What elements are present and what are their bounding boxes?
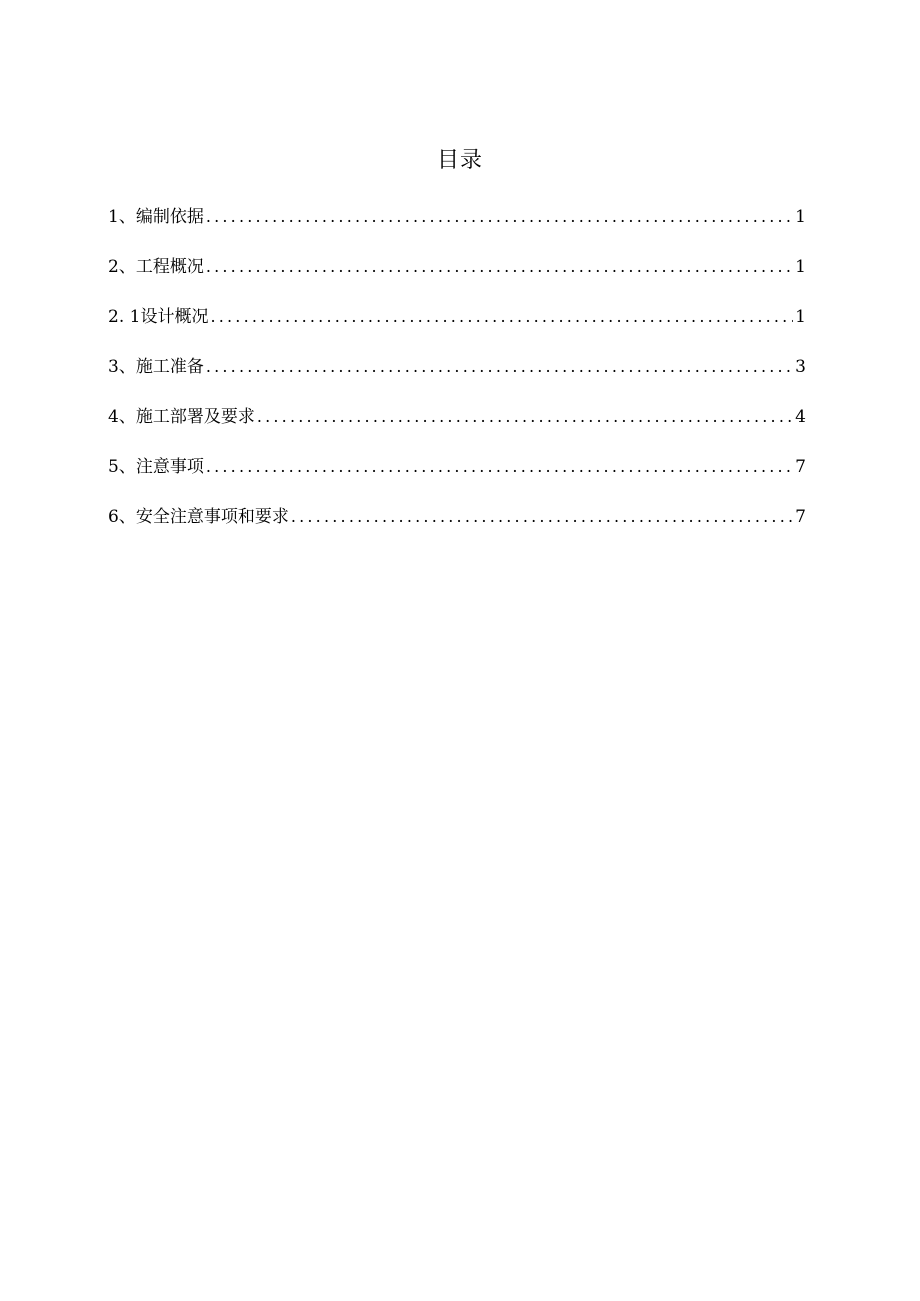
toc-entry-label: 1、编制依据 — [108, 207, 204, 227]
toc-entry-label: 6、安全注意事项和要求 — [108, 507, 289, 527]
toc-entry[interactable] — [108, 353, 806, 403]
toc-entry[interactable] — [108, 403, 806, 453]
toc-entry[interactable] — [108, 303, 806, 353]
toc-dot-leader — [206, 453, 793, 481]
toc-entry-label: 2. 1设计概况 — [108, 307, 209, 327]
toc-entry-page: 1 — [795, 257, 806, 277]
table-of-contents — [108, 203, 806, 553]
toc-entry-page: 3 — [795, 357, 806, 377]
toc-dot-leader — [206, 203, 793, 231]
toc-entry-label: 5、注意事项 — [108, 457, 204, 477]
toc-dot-leader — [291, 503, 793, 531]
toc-dot-leader — [206, 253, 793, 281]
toc-entry-page: 1 — [795, 207, 806, 227]
toc-entry-label: 4、施工部署及要求 — [108, 407, 255, 427]
toc-dot-leader — [257, 403, 793, 431]
toc-entry[interactable] — [108, 253, 806, 303]
toc-title: 目录 — [436, 148, 483, 173]
toc-entry-page: 7 — [795, 507, 806, 527]
toc-entry-page: 7 — [795, 457, 806, 477]
toc-entry-label: 2、工程概况 — [108, 257, 204, 277]
toc-dot-leader — [210, 303, 793, 331]
toc-entry[interactable] — [108, 453, 806, 503]
toc-entry-page: 4 — [795, 407, 806, 427]
toc-entry[interactable] — [108, 503, 806, 553]
toc-dot-leader — [206, 353, 793, 381]
toc-entry-page: 1 — [795, 307, 806, 327]
toc-entry-label: 3、施工准备 — [108, 357, 204, 377]
toc-entry[interactable] — [108, 203, 806, 253]
